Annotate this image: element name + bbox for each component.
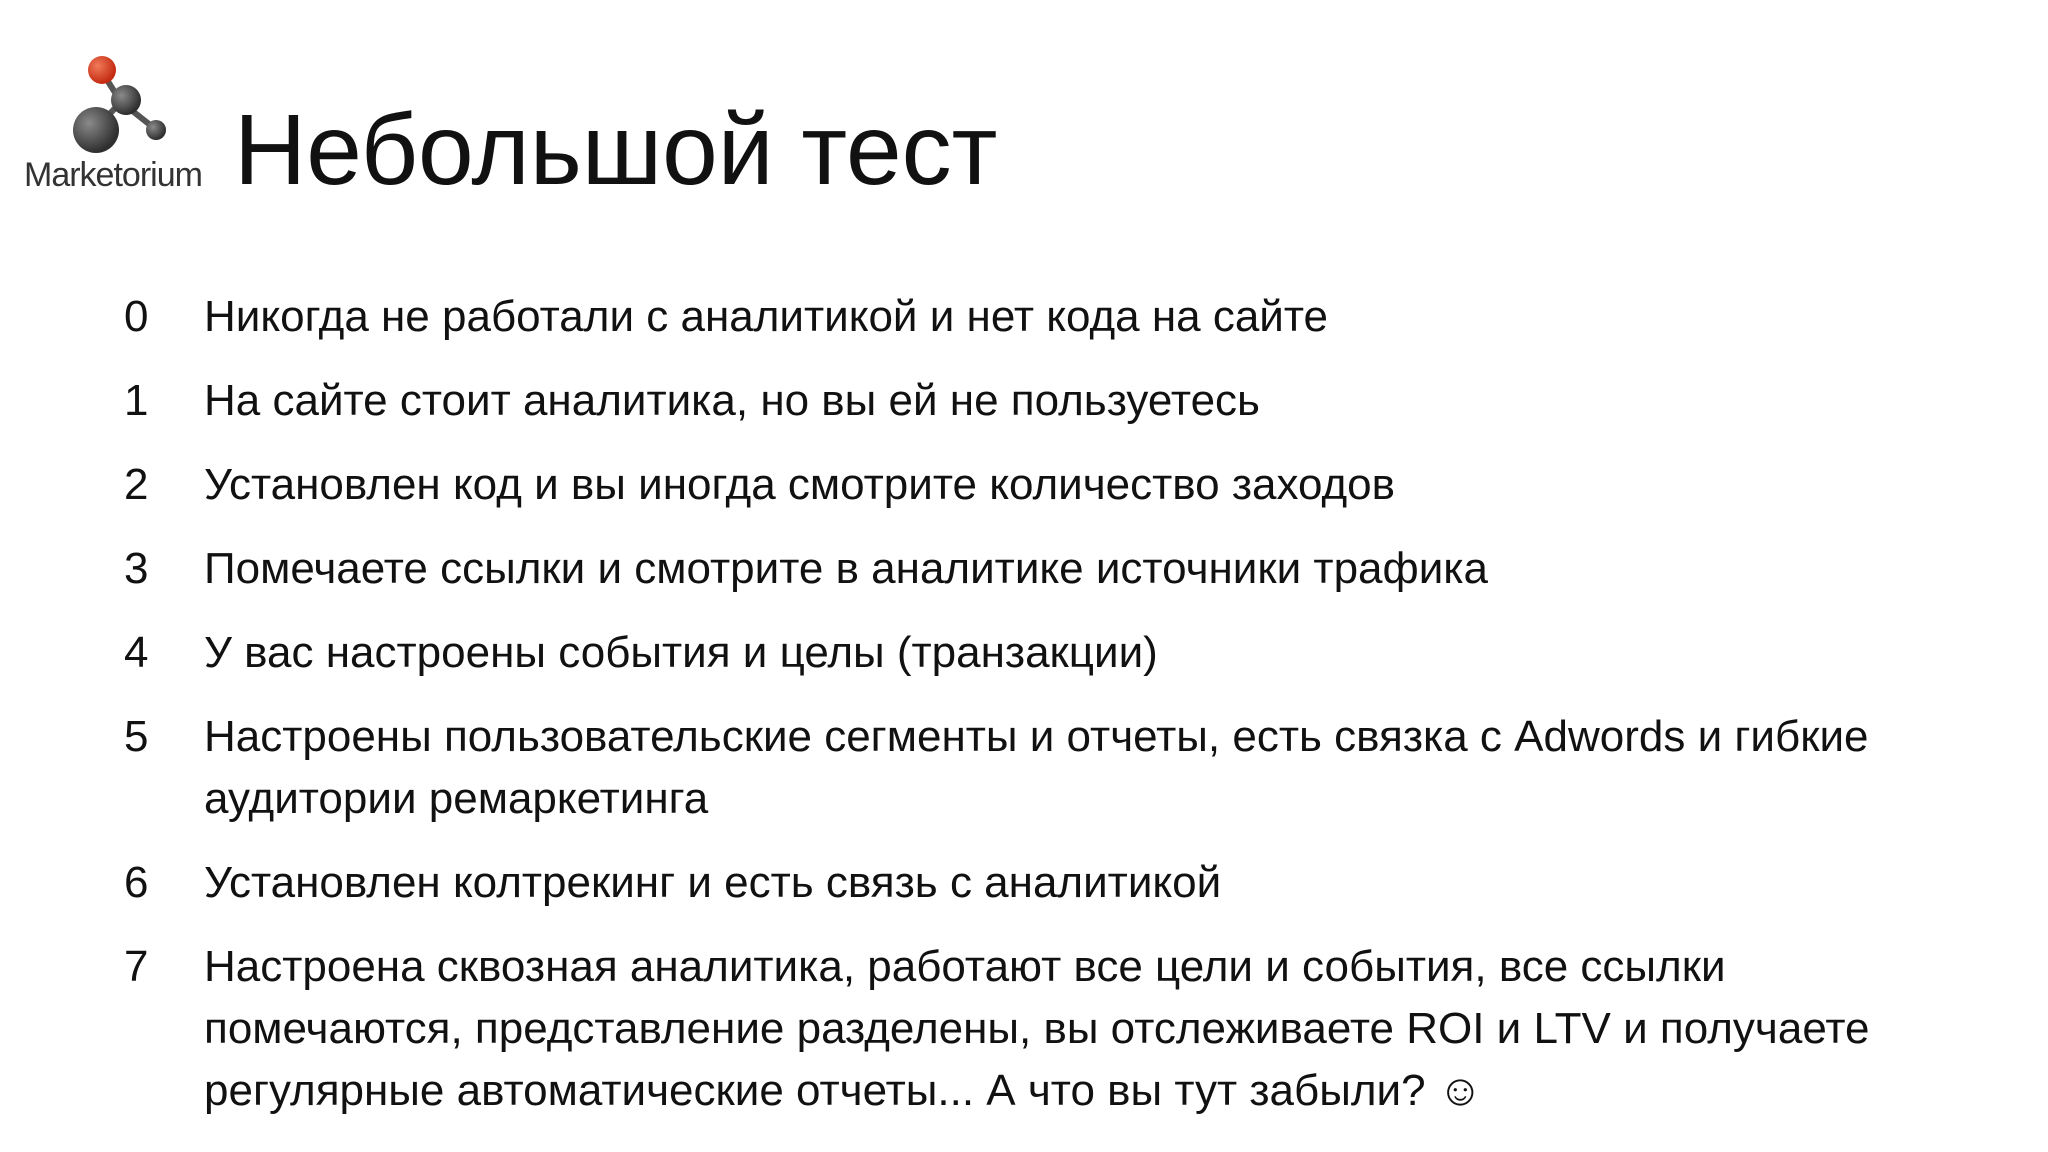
list-item [124, 286, 2004, 348]
item-number: 4 [124, 628, 149, 677]
item-text: У вас настроены события и целы (транзакции) [204, 628, 1158, 677]
item-number: 1 [124, 376, 149, 425]
item-number: 5 [124, 712, 149, 761]
item-text: На сайте стоит аналитика, но вы ей не пользуетесь [204, 376, 1260, 425]
item-number: 7 [124, 942, 149, 991]
list-item [124, 370, 2004, 432]
logo-text: Marketorium [24, 156, 202, 194]
item-number: 0 [124, 292, 149, 341]
slide-title: Небольшой тест [234, 94, 998, 206]
list-item [124, 852, 2004, 914]
item-text: Установлен код и вы иногда смотрите количество заходов [204, 460, 1396, 509]
list-item [124, 706, 2004, 830]
item-number: 6 [124, 858, 149, 907]
item-text: Никогда не работали с аналитикой и нет кода на сайте [204, 292, 1328, 341]
item-text: Настроена сквозная аналитика, работают все цели и события, все ссылки помечаются, представление разделены, вы отслеживаете ROI и LTV и получаете регулярные автоматические отчеты... А что вы тут забыли? ☺ [204, 942, 1870, 1115]
test-levels-list [124, 286, 2004, 1144]
marketorium-logo [24, 50, 214, 200]
list-item [124, 622, 2004, 684]
item-text: Установлен колтрекинг и есть связь с аналитикой [204, 858, 1222, 907]
list-item [124, 936, 2004, 1122]
item-number: 2 [124, 460, 149, 509]
item-text: Помечаете ссылки и смотрите в аналитике источники трафика [204, 544, 1488, 593]
list-item [124, 454, 2004, 516]
item-text: Настроены пользовательские сегменты и отчеты, есть связка с Adwords и гибкие аудитории ремаркетинга [204, 712, 1869, 823]
item-number: 3 [124, 544, 149, 593]
molecule-icon [66, 50, 176, 162]
list-item [124, 538, 2004, 600]
